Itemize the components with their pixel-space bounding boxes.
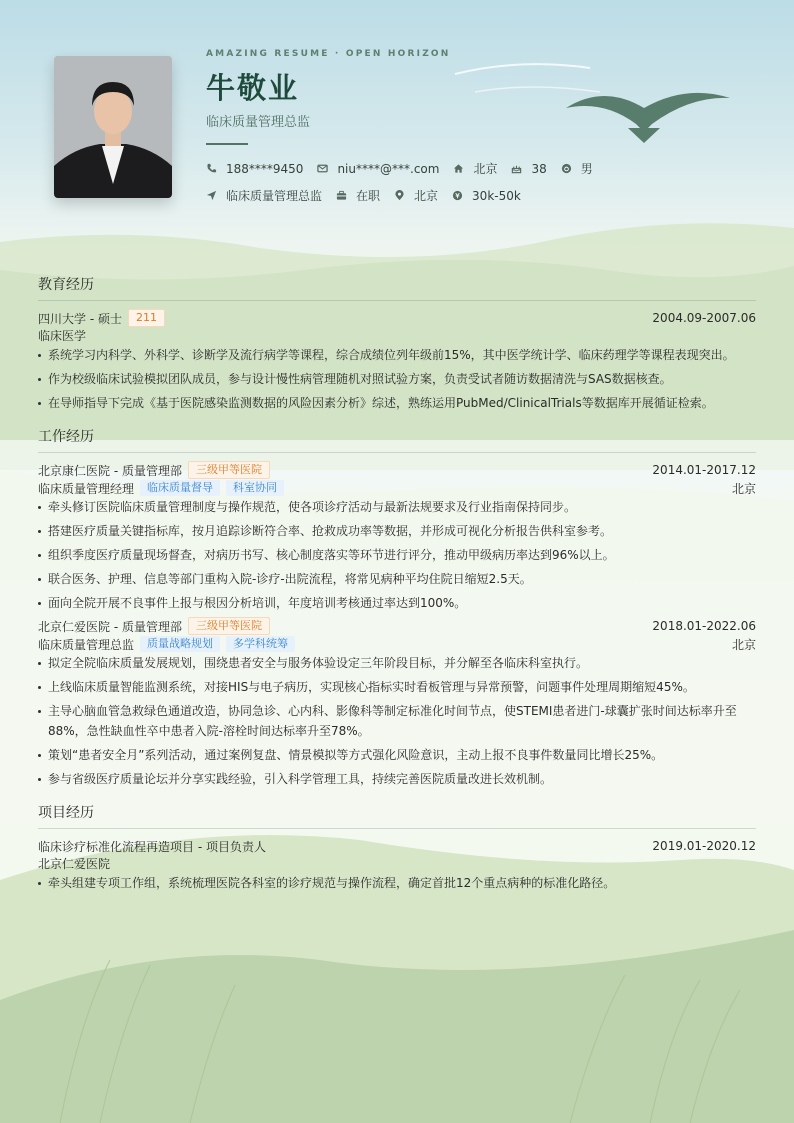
work-role-row xyxy=(38,479,756,497)
candidate-name: 牛敬业 xyxy=(206,71,300,105)
work-org: 北京仁爱医院 - 质量管理部 xyxy=(38,619,182,634)
projects-heading: 项目经历 xyxy=(38,802,756,829)
list-item: 主导心脑血管急救绿色通道改造，协同急诊、心内科、影像科等制定标准化时间节点，使STEMI患者进门-球囊扩张时间达标率升至88%，急性缺血性卒中患者入院-溶栓时间达标率升至78%。 xyxy=(38,701,756,741)
gender-icon xyxy=(561,163,572,174)
work-org-badge: 三级甲等医院 xyxy=(188,617,270,635)
education-date: 2004.09-2007.06 xyxy=(652,311,756,325)
job-status-text: 在职 xyxy=(356,189,381,203)
list-item: 策划“患者安全月”系列活动，通过案例复盘、情景模拟等方式强化风险意识，主动上报不良事件数量同比增长25%。 xyxy=(38,745,756,765)
education-heading: 教育经历 xyxy=(38,274,756,301)
target-position-info xyxy=(206,187,322,204)
list-item: 在导师指导下完成《基于医院感染监测数据的风险因素分析》综述，熟练运用PubMed/ClinicalTrials等数据库开展循证检索。 xyxy=(38,393,756,413)
list-item: 参与省级医疗质量论坛并分享实践经验，引入科学管理工具，持续完善医院质量改进长效机制。 xyxy=(38,769,756,789)
work-date: 2018.01-2022.06 xyxy=(652,619,756,633)
work-tag: 多学科统筹 xyxy=(226,636,295,652)
list-item: 作为校级临床试验模拟团队成员，参与设计慢性病管理随机对照试验方案，负责受试者随访数据清洗与SAS数据核查。 xyxy=(38,369,756,389)
cake-icon xyxy=(511,163,522,174)
work-role: 临床质量管理总监 xyxy=(38,637,135,652)
project-org: 北京仁爱医院 xyxy=(38,857,111,871)
candidate-title: 临床质量管理总监 xyxy=(206,115,311,130)
work-bullets xyxy=(38,653,756,789)
list-item: 系统学习内科学、外科学、诊断学及流行病学等课程，综合成绩位列年级前15%，其中医学统计学、临床药理学等课程表现突出。 xyxy=(38,345,756,365)
age-text: 38 xyxy=(531,161,547,176)
hometown-text: 北京 xyxy=(473,162,498,176)
send-icon xyxy=(206,190,217,201)
mail-icon xyxy=(317,163,328,174)
phone-icon xyxy=(206,163,217,174)
work-header-row xyxy=(38,461,756,479)
resume-tagline: AMAZING RESUME · OPEN HORIZON xyxy=(206,49,451,59)
list-item: 拟定全院临床质量发展规划，围绕患者安全与服务体验设定三年阶段目标，并分解至各临床科室执行。 xyxy=(38,653,756,673)
contact-row-secondary xyxy=(206,187,535,204)
work-header-row xyxy=(38,617,756,635)
project-header-row xyxy=(38,837,756,855)
work-city: 北京 xyxy=(731,481,756,496)
list-item: 牵头组建专项工作组，系统梳理医院各科室的诊疗规范与操作流程，确定首批12个重点病种的标准化路径。 xyxy=(38,873,756,893)
target-city-info xyxy=(394,187,438,204)
list-item: 联合医务、护理、信息等部门重构入院-诊疗-出院流程，将常见病种平均住院日缩短2.5天。 xyxy=(38,569,756,589)
list-item: 组织季度医疗质量现场督查，对病历书写、核心制度落实等环节进行评分，推动甲级病历率达到96%以上。 xyxy=(38,545,756,565)
work-org: 北京康仁医院 - 质量管理部 xyxy=(38,463,182,478)
target-position-text: 临床质量管理总监 xyxy=(226,189,323,203)
school-badge: 211 xyxy=(128,309,165,327)
profile-photo xyxy=(54,56,172,198)
gender-text: 男 xyxy=(580,162,593,176)
work-heading: 工作经历 xyxy=(38,426,756,453)
work-tag: 临床质量督导 xyxy=(140,480,220,496)
project-bullets xyxy=(38,873,756,893)
location-icon xyxy=(394,190,405,201)
gender-info xyxy=(561,160,593,177)
education-header-row xyxy=(38,309,756,327)
education-section xyxy=(38,274,756,417)
phone-info xyxy=(206,162,303,176)
list-item: 牵头修订医院临床质量管理制度与操作规范，使各项诊疗活动与最新法规要求及行业指南保持同步。 xyxy=(38,497,756,517)
home-icon xyxy=(453,163,464,174)
projects-section xyxy=(38,802,756,897)
email-info xyxy=(317,162,439,176)
briefcase-icon xyxy=(336,190,347,201)
work-bullets xyxy=(38,497,756,613)
work-tag: 质量战略规划 xyxy=(140,636,220,652)
work-entry-2 xyxy=(38,617,756,789)
title-divider xyxy=(206,143,248,145)
project-name: 临床诊疗标准化流程再造项目 - 项目负责人 xyxy=(38,839,266,854)
age-info xyxy=(511,162,546,176)
job-status-info xyxy=(336,187,380,204)
list-item: 搭建医疗质量关键指标库，按月追踪诊断符合率、抢救成功率等数据，并形成可视化分析报告供科室参考。 xyxy=(38,521,756,541)
school-name: 四川大学 - 硕士 xyxy=(38,311,122,326)
phone-text: 188****9450 xyxy=(226,161,304,176)
salary-info xyxy=(452,189,521,203)
education-bullets xyxy=(38,345,756,413)
work-city: 北京 xyxy=(731,637,756,652)
education-major: 临床医学 xyxy=(38,329,87,343)
list-item: 面向全院开展不良事件上报与根因分析培训，年度培训考核通过率达到100%。 xyxy=(38,593,756,613)
work-section xyxy=(38,426,756,793)
salary-text: 30k-50k xyxy=(472,188,521,203)
work-date: 2014.01-2017.12 xyxy=(652,463,756,477)
email-text: niu****@***.com xyxy=(337,161,440,176)
contact-row-primary xyxy=(206,160,607,177)
list-item: 上线临床质量智能监测系统，对接HIS与电子病历，实现核心指标实时看板管理与异常预警，问题事件处理周期缩短45%。 xyxy=(38,677,756,697)
target-city-text: 北京 xyxy=(414,189,439,203)
work-entry-1 xyxy=(38,461,756,613)
project-date: 2019.01-2020.12 xyxy=(652,839,756,853)
work-org-badge: 三级甲等医院 xyxy=(188,461,270,479)
work-role: 临床质量管理经理 xyxy=(38,481,135,496)
work-tag: 科室协同 xyxy=(226,480,284,496)
salary-icon xyxy=(452,190,463,201)
work-role-row xyxy=(38,635,756,653)
hometown-info xyxy=(453,160,497,177)
